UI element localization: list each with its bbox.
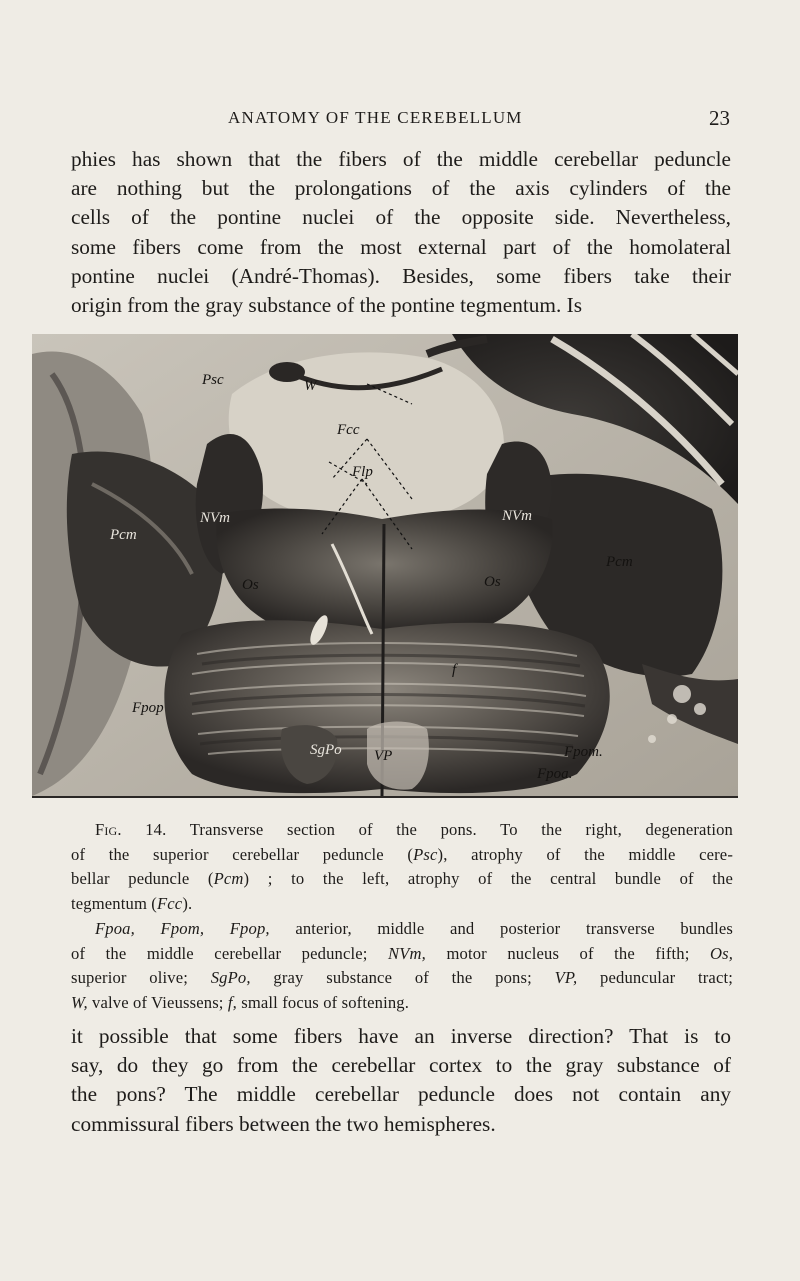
text-line: it possible that some fibers have an inverse direction? That is to bbox=[71, 1024, 731, 1048]
text-line: commissural fibers between the two hemispheres. bbox=[71, 1111, 496, 1136]
text-line: are nothing but the prolongations of the axis cylinders of the bbox=[71, 176, 731, 201]
label-pcm-left: Pcm bbox=[110, 527, 137, 543]
label-f: f bbox=[452, 662, 457, 678]
text-line: cells of the pontine nuclei of the opposite side. Nevertheless, bbox=[71, 205, 731, 230]
caption-line: tegmentum (Fcc). bbox=[71, 893, 193, 913]
text-line: phies has shown that the fibers of the middle cerebellar peduncle bbox=[71, 147, 731, 171]
label-fcc: Fcc bbox=[337, 422, 360, 438]
label-psc: Psc bbox=[202, 372, 224, 388]
caption-line: bellar peduncle (Pcm) ; to the left, atrophy of the central bundle of the bbox=[71, 869, 733, 889]
text-line: pontine nuclei (André-Thomas). Besides, some fibers take their bbox=[71, 263, 731, 288]
label-pcm-right: Pcm bbox=[606, 554, 633, 570]
running-title: ANATOMY OF THE CEREBELLUM bbox=[228, 108, 523, 127]
label-vp: VP bbox=[374, 748, 393, 764]
legend-line: of the middle cerebellar peduncle; NVm, motor nucleus of the fifth; Os, bbox=[71, 943, 733, 963]
label-os-right: Os bbox=[484, 574, 501, 590]
text-line: say, do they go from the cerebellar cortex to the gray substance of bbox=[71, 1053, 731, 1078]
text-line: the pons? The middle cerebellar peduncle does not contain any bbox=[71, 1082, 731, 1107]
caption-line: Fig. 14. Transverse section of the pons. To the right, degeneration bbox=[95, 820, 733, 839]
label-fpom: Fpom. bbox=[564, 744, 603, 760]
label-sgpo: SgPo bbox=[310, 742, 342, 758]
label-os-left: Os bbox=[242, 577, 259, 593]
legend-line: Fpoa, Fpom, Fpop, anterior, middle and posterior transverse bundles bbox=[95, 919, 734, 938]
label-fpoa: Fpoa. bbox=[537, 766, 573, 782]
label-nvm-left: NVm bbox=[200, 510, 230, 526]
label-nvm-right: NVm bbox=[502, 508, 532, 524]
pons-section-illustration bbox=[32, 334, 738, 796]
page-number: 23 bbox=[709, 106, 730, 130]
legend-line: superior olive; SgPo, gray substance of the pons; VP, peduncular tract; bbox=[71, 968, 733, 988]
paragraph-bottom bbox=[71, 1022, 731, 1139]
paragraph-top bbox=[71, 145, 731, 320]
label-flp: Flp bbox=[352, 464, 373, 480]
pons-section-figure bbox=[32, 334, 738, 798]
legend-line: W, valve of Vieussens; f, small focus of softening. bbox=[71, 992, 410, 1012]
figure-number: Fig. 14. bbox=[95, 820, 167, 839]
figure-legend bbox=[71, 917, 733, 1015]
text-line: some fibers come from the most external part of the homolateral bbox=[71, 234, 731, 259]
running-head bbox=[70, 108, 730, 132]
figure-caption bbox=[71, 818, 733, 916]
text-line: origin from the gray substance of the pontine tegmentum. Is bbox=[71, 293, 583, 318]
label-w: W bbox=[304, 378, 317, 394]
label-fpop: Fpop bbox=[132, 700, 164, 716]
caption-line: of the superior cerebellar peduncle (Psc), atrophy of the middle cere- bbox=[71, 844, 733, 864]
